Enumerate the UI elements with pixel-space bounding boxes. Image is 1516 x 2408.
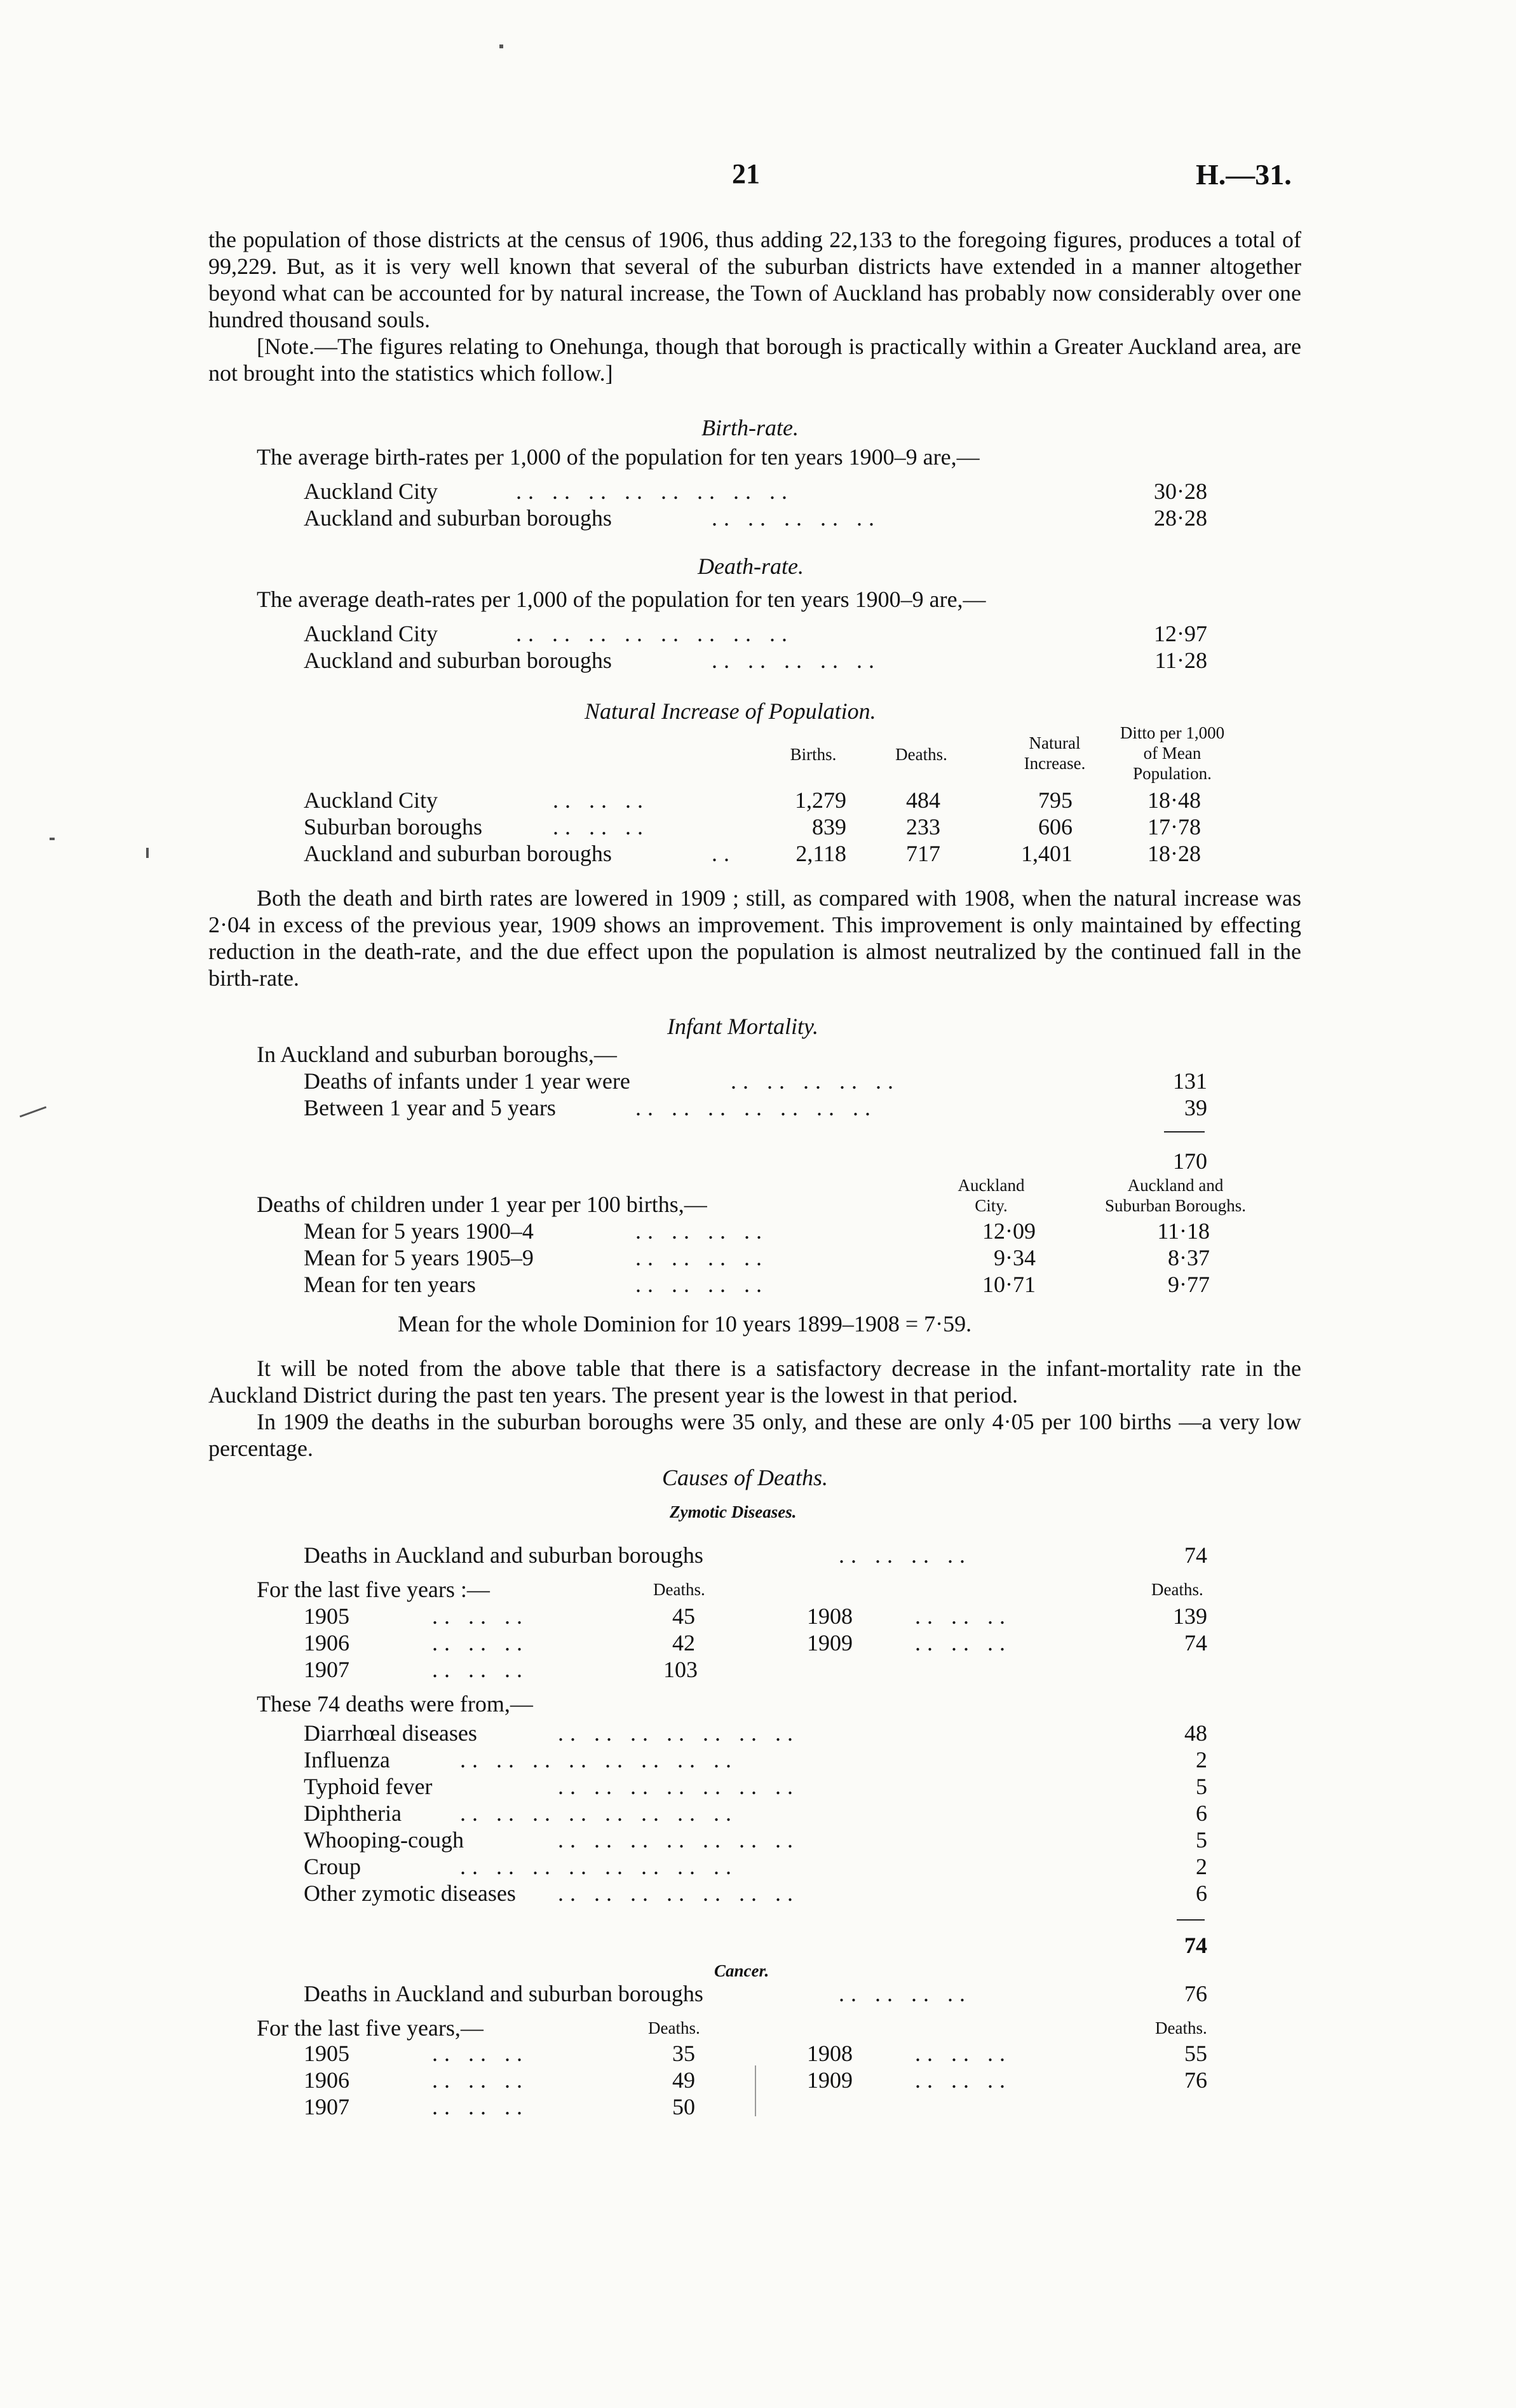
mean-sub: 9·77	[1168, 1272, 1210, 1297]
deaths-col: Deaths.	[1155, 2018, 1207, 2037]
year-label: 1906	[304, 1630, 349, 1656]
zymotic-heading: Zymotic Diseases.	[670, 1502, 797, 1521]
mean-city: 12·09	[982, 1218, 1036, 1244]
year-label: 1909	[807, 2067, 853, 2093]
year-label: 1907	[304, 2094, 349, 2119]
death-rate-row-label: Auckland and suburban boroughs	[304, 648, 612, 673]
disease-value: 5	[1196, 1774, 1207, 1799]
zymotic-five-years: For the last five years :—	[257, 1577, 490, 1602]
col-natural: Natural	[1029, 733, 1081, 752]
ni-deaths: 233	[906, 814, 940, 840]
mean-city: 9·34	[994, 1245, 1036, 1270]
zymotic-from-label: These 74 deaths were from,—	[257, 1691, 533, 1717]
year-value: 45	[672, 1603, 695, 1629]
leader-dots: .. .. ..	[553, 787, 649, 813]
mean-label: Mean for 5 years 1900–4	[304, 1218, 534, 1244]
leader-dots: .. .. ..	[432, 1630, 529, 1656]
leader-dots: .. .. ..	[432, 2041, 529, 2066]
disease-value: 6	[1196, 1800, 1207, 1826]
total-rule	[1177, 1919, 1205, 1921]
ni-ditto: 18·48	[1147, 787, 1201, 813]
ni-natural: 795	[1038, 787, 1073, 813]
col-deaths: Deaths.	[895, 745, 947, 764]
infant-intro: In Auckland and suburban boroughs,—	[257, 1042, 617, 1067]
dominion-mean: Mean for the whole Dominion for 10 years 1899–1908 = 7·59.	[398, 1311, 972, 1337]
col-suburban: Suburban Boroughs.	[1105, 1196, 1246, 1215]
birth-rate-row-label: Auckland City	[304, 479, 438, 504]
leader-dots: .. .. ..	[915, 2041, 1012, 2066]
mean-label: Mean for ten years	[304, 1272, 476, 1297]
leader-dots: .. .. ..	[432, 1657, 529, 1682]
disease-label: Other zymotic diseases	[304, 1881, 516, 1906]
death-rate-intro: The average death-rates per 1,000 of the population for ten years 1900–9 are,—	[257, 587, 986, 612]
col-ditto: of Mean	[1143, 744, 1201, 763]
disease-label: Influenza	[304, 1747, 390, 1772]
ni-row-label: Suburban boroughs	[304, 814, 482, 840]
deaths-col: Deaths.	[653, 1580, 705, 1599]
leader-dots: .. .. .. .. .. .. .. ..	[516, 621, 794, 646]
leader-dots: .. .. .. .. ..	[731, 1068, 900, 1094]
zymotic-total: 74	[1184, 1933, 1207, 1958]
ni-deaths: 484	[906, 787, 940, 813]
infant-mortality-heading: Infant Mortality.	[667, 1014, 818, 1039]
leader-dots: .. .. .. ..	[635, 1272, 768, 1297]
disease-label: Whooping-cough	[304, 1827, 464, 1853]
infant-row-label: Between 1 year and 5 years	[304, 1095, 556, 1120]
deaths-col: Deaths.	[648, 2018, 700, 2037]
year-label: 1905	[304, 2041, 349, 2066]
leader-dots: .. .. .. .. .. .. ..	[558, 1720, 799, 1746]
mean-sub: 8·37	[1168, 1245, 1210, 1270]
disease-label: Typhoid fever	[304, 1774, 433, 1799]
causes-heading: Causes of Deaths.	[662, 1465, 828, 1490]
leader-dots: .. .. ..	[915, 2067, 1012, 2093]
infant-row-value: 39	[1184, 1095, 1207, 1120]
scan-speck	[146, 848, 149, 858]
disease-value: 6	[1196, 1881, 1207, 1906]
disease-label: Croup	[304, 1854, 361, 1879]
leader-dots: .. .. .. .. .. .. .. ..	[460, 1747, 738, 1772]
year-value: 50	[672, 2094, 695, 2119]
col-ditto: Ditto per 1,000	[1120, 723, 1225, 742]
leader-dots: .. .. .. .. .. .. ..	[558, 1774, 799, 1799]
leader-dots: .. .. ..	[915, 1603, 1012, 1629]
mean-city: 10·71	[982, 1272, 1036, 1297]
birth-rate-row-label: Auckland and suburban boroughs	[304, 505, 612, 531]
scan-speck	[50, 838, 55, 840]
year-value: 139	[1173, 1603, 1207, 1629]
ni-births: 2,118	[795, 841, 846, 866]
leader-dots: .. .. .. .. .. .. .. ..	[516, 479, 794, 504]
year-label: 1906	[304, 2067, 349, 2093]
disease-value: 2	[1196, 1747, 1207, 1772]
zymotic-deaths-label: Deaths in Auckland and suburban boroughs	[304, 1542, 703, 1568]
infant-total: 170	[1173, 1148, 1207, 1174]
year-label: 1907	[304, 1657, 349, 1682]
col-auckland-city: City.	[975, 1196, 1008, 1215]
year-value: 55	[1184, 2041, 1207, 2066]
leader-dots: .. .. .. .. .. .. ..	[635, 1095, 877, 1120]
leader-dots: .. .. ..	[553, 814, 649, 840]
mean-sub: 11·18	[1157, 1218, 1210, 1244]
leader-dots: .. .. .. ..	[839, 1542, 971, 1568]
death-rate-row-value: 11·28	[1154, 648, 1207, 673]
col-births: Births.	[790, 745, 837, 764]
disease-label: Diarrhœal diseases	[304, 1720, 477, 1746]
death-rate-row-value: 12·97	[1154, 621, 1207, 646]
col-ditto: Population.	[1133, 764, 1212, 783]
leader-dots: .. .. .. .. .. .. .. ..	[460, 1854, 738, 1879]
year-label: 1908	[807, 2041, 853, 2066]
leader-dots: ..	[712, 841, 736, 866]
infant-row-value: 131	[1173, 1068, 1207, 1094]
cancer-five-years: For the last five years,—	[257, 2015, 484, 2041]
natural-increase-paragraph: Both the death and birth rates are lowered in 1909 ; still, as compared with 1908, when the natural increase was 2·04 in excess of the previous year, 1909 shows an improvement. This improvement is only maintained by effecting reduction in the death-rate, and the due effect upon the population is almost neutralized by the continued fall in the birth-rate.	[208, 885, 1301, 991]
ni-natural: 1,401	[1021, 841, 1073, 866]
birth-rate-heading: Birth-rate.	[701, 415, 799, 440]
leader-dots: .. .. .. ..	[635, 1218, 768, 1244]
cancer-deaths-label: Deaths in Auckland and suburban boroughs	[304, 1981, 703, 2006]
infant-paragraph: It will be noted from the above table that there is a satisfactory decrease in the infant-mortality rate in the Auckland District during the past ten years. The present year is the lowest in that period.	[208, 1356, 1301, 1408]
disease-value: 2	[1196, 1854, 1207, 1879]
natural-increase-heading: Natural Increase of Population.	[585, 698, 876, 724]
zymotic-deaths-value: 74	[1184, 1542, 1207, 1568]
total-rule	[1164, 1131, 1205, 1133]
ni-births: 839	[812, 814, 846, 840]
year-value: 76	[1184, 2067, 1207, 2093]
ni-births: 1,279	[795, 787, 846, 813]
leader-dots: .. .. .. .. ..	[712, 505, 881, 531]
infant-paragraph: In 1909 the deaths in the suburban boroughs were 35 only, and these are only 4·05 per 100 births —a very low percentage.	[208, 1409, 1301, 1461]
scan-speck	[499, 44, 503, 48]
birth-rate-row-value: 28·28	[1154, 505, 1207, 531]
ni-row-label: Auckland City	[304, 787, 438, 813]
scan-speck	[20, 1106, 46, 1118]
intro-paragraph: the population of those districts at the census of 1906, thus adding 22,133 to the foregoing figures, produces a total of 99,229. But, as it is very well known that several of the suburban districts have extended in a manner altogether beyond what can be accounted for by natural increase, the Town of Auckland has probably now considerably over one hundred thousand souls.	[208, 227, 1301, 332]
leader-dots: .. .. .. ..	[635, 1245, 768, 1270]
infant-row-label: Deaths of infants under 1 year were	[304, 1068, 630, 1094]
leader-dots: .. .. ..	[432, 1603, 529, 1629]
ni-row-label: Auckland and suburban boroughs	[304, 841, 612, 866]
leader-dots: .. .. .. .. ..	[712, 648, 881, 673]
year-value: 35	[672, 2041, 695, 2066]
ni-ditto: 18·28	[1147, 841, 1201, 866]
disease-label: Diphtheria	[304, 1800, 402, 1826]
year-label: 1909	[807, 1630, 853, 1656]
per100-label: Deaths of children under 1 year per 100 births,—	[257, 1192, 707, 1217]
col-auckland-city: Auckland	[958, 1176, 1025, 1195]
leader-dots: .. .. .. .. .. .. .. ..	[460, 1800, 738, 1826]
leader-dots: .. .. .. ..	[839, 1981, 971, 2006]
ni-ditto: 17·78	[1147, 814, 1201, 840]
birth-rate-intro: The average birth-rates per 1,000 of the population for ten years 1900–9 are,—	[257, 444, 980, 470]
disease-value: 48	[1184, 1720, 1207, 1746]
cancer-heading: Cancer.	[714, 1961, 769, 1980]
leader-dots: .. .. ..	[432, 2067, 529, 2093]
cancer-deaths-value: 76	[1184, 1981, 1207, 2006]
column-divider	[755, 2065, 756, 2116]
disease-value: 5	[1196, 1827, 1207, 1853]
birth-rate-row-value: 30·28	[1154, 479, 1207, 504]
leader-dots: .. .. ..	[915, 1630, 1012, 1656]
deaths-col: Deaths.	[1151, 1580, 1203, 1599]
page-number: 21	[732, 158, 760, 189]
year-label: 1908	[807, 1603, 853, 1629]
death-rate-row-label: Auckland City	[304, 621, 438, 646]
year-value: 103	[663, 1657, 698, 1682]
leader-dots: .. .. .. .. .. .. ..	[558, 1881, 799, 1906]
death-rate-heading: Death-rate.	[698, 554, 804, 579]
year-value: 49	[672, 2067, 695, 2093]
mean-label: Mean for 5 years 1905–9	[304, 1245, 534, 1270]
ni-natural: 606	[1038, 814, 1073, 840]
note-paragraph: [Note.—The figures relating to Onehunga, though that borough is practically within a Greater Auckland area, are not brought into the statistics which follow.]	[208, 334, 1301, 386]
col-suburban: Auckland and	[1127, 1176, 1224, 1195]
year-value: 74	[1184, 1630, 1207, 1656]
col-natural: Increase.	[1024, 754, 1086, 773]
ni-deaths: 717	[906, 841, 940, 866]
year-value: 42	[672, 1630, 695, 1656]
year-label: 1905	[304, 1603, 349, 1629]
doc-reference: H.—31.	[1196, 158, 1292, 191]
leader-dots: .. .. ..	[432, 2094, 529, 2119]
leader-dots: .. .. .. .. .. .. ..	[558, 1827, 799, 1853]
